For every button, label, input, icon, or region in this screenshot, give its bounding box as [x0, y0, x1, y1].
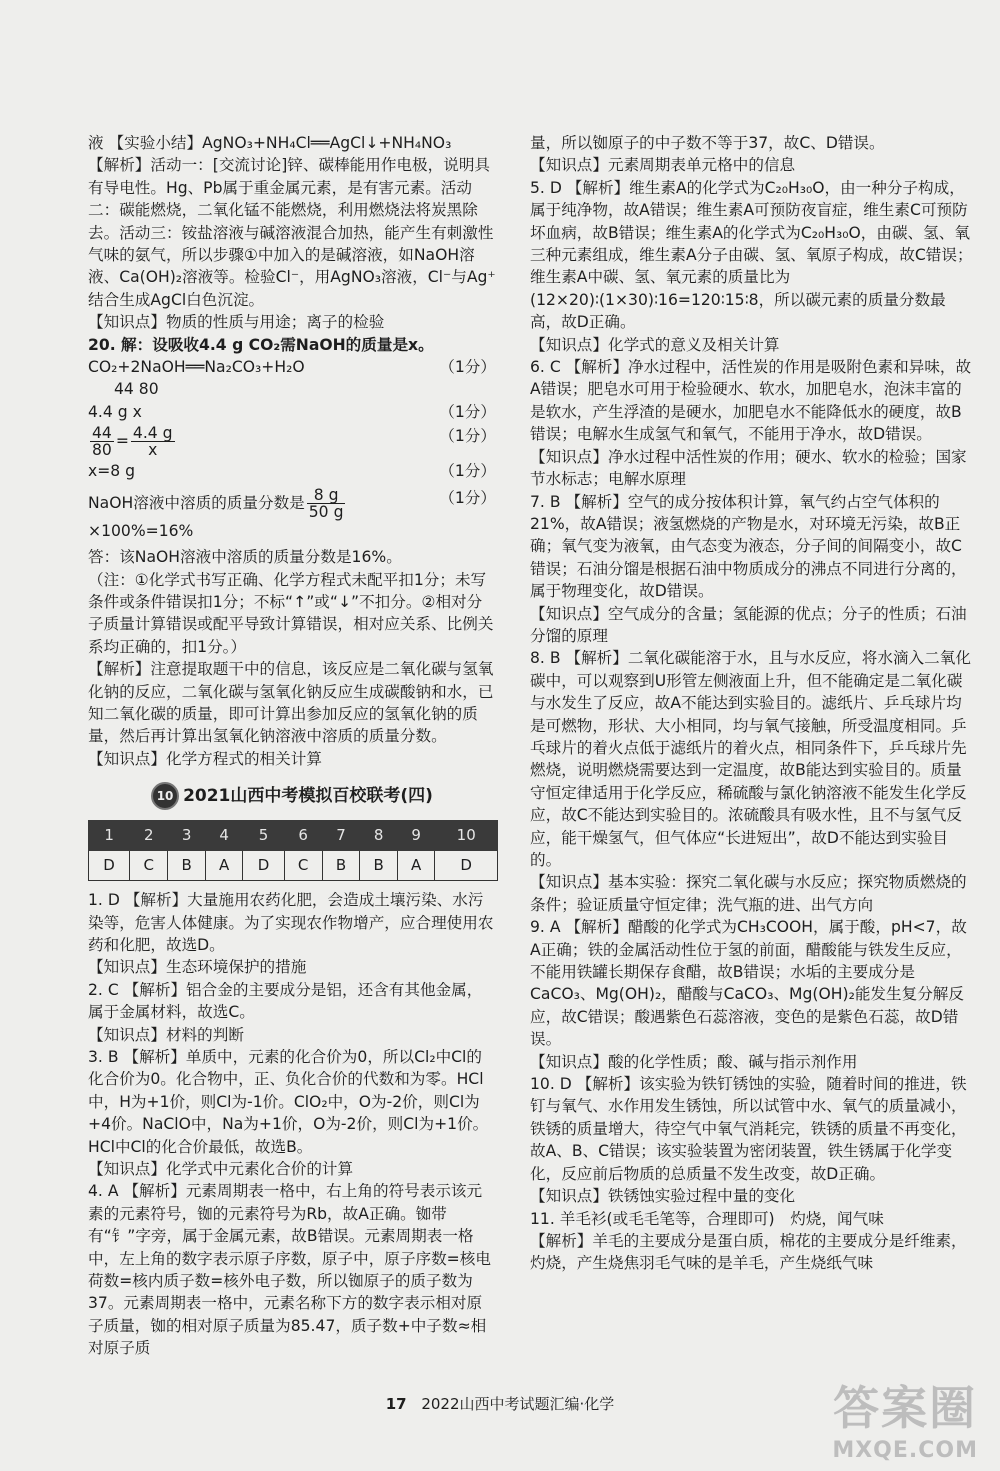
answer-6: 6. C 【解析】净水过程中，活性炭的作用是吸附色素和异味，故A错误；肥皂水可用于检验硬水、软水，加肥皂水，泡沫丰富的是软水，产生浮渣的是硬水，加肥皂水不能降低水的硬度，故B错误；电解水生成氢气和氧气，不能用于净水，故D错误。 — [530, 358, 972, 444]
answer-2: 2. C 【解析】铝合金的主要成分是铝，还含有其他金属，属于金属材料，故选C。 — [88, 980, 483, 1022]
section-number-badge: 10 — [151, 782, 179, 810]
answer-table-header — [89, 821, 498, 851]
left-column — [88, 132, 496, 1360]
answer-cell: D — [243, 851, 284, 881]
score-mark: （1分） — [439, 358, 496, 377]
answer-line: 答：该NaOH溶液中溶质的质量分数是16%。 — [88, 548, 402, 567]
analysis-text: 【解析】羊毛的主要成分是蛋白质，棉花的主要成分是纤维素，灼烧，产生烧焦羽毛气味的是羊毛，产生烧纸气味 — [530, 1231, 967, 1273]
question-number-cell: 6 — [284, 821, 322, 851]
answer-5: 5. D 【解析】维生素A的化学式为C₂₀H₃₀O，由一种分子构成，属于纯净物，故A错误；维生素A可预防夜盲症，维生素C可预防坏血病，故B错误；维生素A的化学式为C₂₀H₃₀O，由碳、氢、氧三种元素组成，维生素A分子由碳、氢、氧原子构成，故C错误；维生素A中碳、氢、氧元素的质量比为(12×20)∶(1×30)∶16=120∶15∶8，所以碳元素的质量分数最高，故D正确。 — [530, 178, 973, 332]
knowledge-point: 【知识点】元素周期表单元格中的信息 — [530, 156, 796, 175]
equation-row — [88, 356, 496, 378]
answer-cell: B — [168, 851, 206, 881]
fraction: $\frac{8 g}{50 g}$ — [308, 485, 344, 521]
answer-cell: D — [435, 851, 498, 881]
experiment-summary: 液 【实验小结】AgNO₃+NH₄Cl══AgCl↓+NH₄NO₃ — [88, 134, 452, 152]
answer-cell: D — [89, 851, 130, 881]
footer-title: 2022山西中考试题汇编·化学 — [421, 1395, 615, 1413]
analysis-text: 【解析】注意提取题干中的信息，该反应是二氧化碳与氢氧化钠的反应，二氧化碳与氢氧化钠反应生成碳酸钠和水，已知二氧化碳的质量，即可计算出参加反应的氢氧化钠的质量，然后再计算出氢氧化钠溶液中溶质的质量分数。 — [88, 660, 494, 746]
score-mark: （1分） — [439, 427, 496, 446]
molar-masses: 44 80 — [114, 380, 159, 399]
fraction: $\frac{44}{80}$ — [92, 424, 112, 460]
answer-cell: A — [397, 851, 435, 881]
answer-table-row — [89, 851, 498, 881]
answer-9: 9. A 【解析】醋酸的化学式为CH₃COOH，属于酸，pH<7，故A正确；铁的金属活动性位于氢的前面，醋酸能与铁发生反应，不能用铁罐长期保存食醋，故B错误；水垢的主要成分是CaCO₃、Mg(OH)₂，醋酸与CaCO₃、Mg(OH)₂能发生复分解反应，故C错误；酸遇紫色石蕊溶液，变色的是紫色石蕊，故D错误。 — [530, 918, 967, 1049]
answer-cell: A — [205, 851, 243, 881]
knowledge-point: 【知识点】基本实验：探究二氧化碳与水反应；探究物质燃烧的条件；验证质量守恒定律；洗气瓶的进、出气方向 — [530, 873, 967, 914]
answer-cell: C — [130, 851, 168, 881]
watermark-logo — [832, 1372, 978, 1463]
page-number: 17 — [385, 1395, 407, 1413]
knowledge-point: 【知识点】化学方程式的相关计算 — [88, 749, 322, 768]
mass-fraction: NaOH溶液中溶质的质量分数是 $\frac{8 g}{50 g}$ ×100%=16% — [88, 485, 344, 540]
question-number-cell: 2 — [130, 821, 168, 851]
knowledge-point: 【知识点】铁锈蚀实验过程中量的变化 — [530, 1187, 796, 1206]
answer-4-continued: 量，所以铷原子的中子数不等于37，故C、D错误。 — [530, 134, 885, 152]
knowledge-point: 【知识点】酸的化学性质；酸、碱与指示剂作用 — [530, 1052, 858, 1071]
answer-1: 1. D 【解析】大量施用农药化肥，会造成土壤污染、水污染等，危害人体健康。为了实现农作物增产，应合理使用农药和化肥，故选D。 — [88, 891, 494, 954]
answer-cell: B — [360, 851, 398, 881]
answer-3: 3. B 【解析】单质中，元素的化合价为0，所以Cl₂中Cl的化合价为0。化合物中，正、负化合价的代数和为零。HCl中，H为+1价，则Cl为-1价。ClO₂中，O为-2价，则Cl为+4价。NaClO中，Na为+1价，O为-2价，则Cl为+1价。HCl中Cl的化合价最低，故选B。 — [88, 1048, 489, 1156]
grading-note: （注：①化学式书写正确、化学方程式未配平扣1分；未写条件或条件错误扣1分；不标“↑”或“↓”不扣分。②相对分子质量计算错误或配平导致计算错误，相对应关系、比例关系均正确的，扣1分。） — [88, 570, 494, 656]
question-number-cell: 4 — [205, 821, 243, 851]
mass-fraction-row — [88, 487, 496, 542]
knowledge-point: 【知识点】化学式的意义及相关计算 — [530, 335, 780, 354]
answer-table — [88, 820, 498, 881]
question-number-cell: 3 — [168, 821, 206, 851]
quantity-row — [88, 401, 496, 423]
question-number-cell: 1 — [89, 821, 130, 851]
section-title-text: 2021山西中考模拟百校联考(四) — [183, 785, 433, 806]
knowledge-point: 【知识点】净水过程中活性炭的作用；硬水、软水的检验；国家节水标志；电解水原理 — [530, 447, 967, 489]
knowledge-point: 【知识点】空气成分的含量；氢能源的优点；分子的性质；石油分馏的原理 — [530, 604, 967, 645]
section-title — [88, 782, 496, 810]
analysis-text: 【解析】活动一：[交流讨论]锌、碳棒能用作电极，说明具有导电性。Hg、Pb属于重金属元素，是有害元素。活动二：碳能燃烧，二氧化锰不能燃烧，利用燃烧法将炭黑除去。活动三：铵盐溶液与碱溶液混合加热，能产生有刺激性气味的氨气，所以步骤①中加入的是碱溶液，如NaOH溶液、Ca(OH)₂溶液等。检验Cl⁻，用AgNO₃溶液，Cl⁻与Ag⁺结合生成AgCl白色沉淀。 — [88, 156, 496, 309]
knowledge-point: 【知识点】材料的判断 — [88, 1025, 244, 1044]
question-number-cell: 5 — [243, 821, 284, 851]
proportion-row — [88, 425, 496, 458]
answer-11: 11. 羊毛衫(或毛毛笔等，合理即可) 灼烧，闻气味 — [530, 1209, 884, 1228]
result-row — [88, 460, 496, 482]
question-number-cell: 8 — [360, 821, 398, 851]
answer-cell: C — [284, 851, 322, 881]
knowledge-point: 【知识点】生态环境保护的措施 — [88, 958, 307, 977]
score-mark: （1分） — [439, 488, 496, 507]
question-20: 20. 解：设吸收4.4 g CO₂需NaOH的质量是x。 — [88, 335, 434, 354]
score-mark: （1分） — [439, 462, 496, 481]
proportion: $\frac{44}{80}$ = $\frac{4.4 g}{x}$ — [92, 424, 173, 460]
answer-4: 4. A 【解析】元素周期表一格中，右上角的符号表示该元素的元素符号，铷的元素符号为Rb，故A正确。铷带有“钅”字旁，属于金属元素，故B错误。元素周期表一格中，左上角的数字表示原子序数，原子中，原子序数=核电荷数=核内质子数=核外电子数，所以铷原子的质子数为37。元素周期表一格中，元素名称下方的数字表示相对原子质量，铷的相对原子质量为85.47，质子数+中子数≈相对原子质 — [88, 1182, 491, 1358]
x-result: x=8 g — [88, 462, 136, 481]
question-number-cell: 9 — [397, 821, 435, 851]
question-number-cell: 10 — [435, 821, 498, 851]
right-column — [530, 132, 975, 1275]
fraction: $\frac{4.4 g}{x}$ — [132, 424, 173, 460]
answer-cell: B — [322, 851, 360, 881]
knowledge-point: 【知识点】物质的性质与用途；离子的检验 — [88, 313, 385, 332]
score-mark: （1分） — [439, 402, 496, 421]
knowledge-point: 【知识点】化学式中元素化合价的计算 — [88, 1160, 354, 1179]
answer-8: 8. B 【解析】二氧化碳能溶于水，且与水反应，将水滴入二氧化碳中，可以观察到U形管左侧液面上升，但不能确定是二氧化碳与水发生了反应，故A不能达到实验目的。滤纸片、乒乓球片均是可燃物，形状、大小相同，均与氧气接触，所受温度相同。乒乓球片的着火点低于滤纸片的着火点，相同条件下，乒乓球片先燃烧，说明燃烧需要达到一定温度，故B能达到实验目的。质量守恒定律适用于化学反应，稀硫酸与氯化钠溶液不能发生化学反应，故C不能达到实验目的。浓硫酸具有吸水性，且不与氢气反应，能干燥氢气，但气体应“长进短出”，故D不能达到实验目的。 — [530, 649, 971, 869]
watermark-url: MXQE.COM — [832, 1438, 978, 1463]
quantities: 4.4 g x — [88, 402, 142, 421]
chemical-equation: CO₂+2NaOH══Na₂CO₃+H₂O — [88, 358, 305, 377]
question-number-cell: 7 — [322, 821, 360, 851]
answer-7: 7. B 【解析】空气的成分按体积计算，氧气约占空气体积的21%，故A错误；液氢燃烧的产物是水，对环境无污染，故B正确；氧气变为液氧，由气态变为液态，分子间的间隔变小，故C错误；石油分馏是根据石油中物质成分的沸点不同进行分离的，属于物理变化，故D错误。 — [530, 492, 967, 601]
watermark-text: 答案圈 — [833, 1381, 978, 1435]
answer-10: 10. D 【解析】该实验为铁钉锈蚀的实验，随着时间的推进，铁钉与氧气、水作用发生锈蚀，所以试管中水、氧气的质量减小，铁锈的质量增大，待空气中氧气消耗完，铁锈的质量不再变化，故A、B、C错误；该实验装置为密闭装置，铁生锈属于化学变化，反应前后物质的总质量不发生改变，故D正确。 — [530, 1075, 967, 1183]
